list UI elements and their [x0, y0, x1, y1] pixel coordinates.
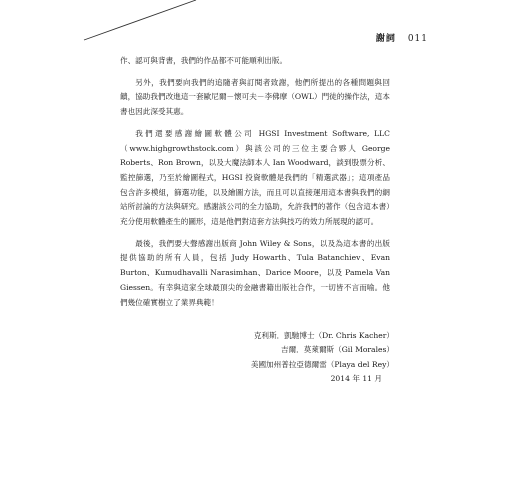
paragraph-followers-thanks: 另外，我們要向我們的追隨者與訂閱者致謝，他們所提出的各種問題與回饋，協助我們改進這一套歐尼爾－懷可夫－李佛摩（OWL）門徒的操作法，這本書也因此深受其惠。 — [120, 77, 390, 117]
header-section-title: 謝詞 — [375, 34, 396, 44]
signature-date: 2014 年 11 月 — [330, 374, 382, 384]
signature-location: 美國加州普拉亞德爾雷（Playa del Rey） — [250, 359, 394, 369]
signature-name-1: 克利斯．凱馳博士（Dr. Chris Kacher） — [253, 331, 394, 340]
paragraph-publisher-thanks: 最後，我們要大聲感謝出版商 John Wiley & Sons，以及為這本書的出版提供協助的所有人員，包括 Judy Howarth、Tula Batanchiev、Evan Burton、Kumudhavalli Narasimhan、Darice Moore，以及 Pamela Van Giessen。有幸與這家全球最頂尖的金融書籍出版社合作，一切皆不言而喻。他們幾位確實樹立了業界典範！ — [120, 238, 390, 307]
paragraph-continuation: 作、認可與背書，我們的作品都不可能順利出版。 — [120, 56, 288, 65]
running-header — [376, 31, 428, 44]
paragraph-hgsi-thanks: 我們還要感謝繪圖軟體公司 HGSI Investment Software, LLC（www.highgrowthstock.com）與該公司的三位主要合夥人 George Roberts、Ron Brown，以及大魔法師本人 Ian Woodward，談到股票分析、監控篩選，乃至於繪圖程式，HGSI 投資軟體是我們的「精選武器」；這項產品包含許多模組，篩選功能，以及繪圖方法，而且可以直接運用這本書與我們的網站所討論的方法與研究。感謝該公司的全力協助，允許我們的著作（包含這本書）充分使用軟體產生的圖形，這是他們對這套方法與技巧的效力所展現的認可。 — [120, 128, 390, 227]
signature-name-2: 吉爾．莫萊爾斯（Gil Morales） — [280, 345, 394, 355]
page-number: 011 — [407, 34, 428, 44]
signature-block — [251, 329, 394, 387]
body-text — [120, 54, 390, 317]
